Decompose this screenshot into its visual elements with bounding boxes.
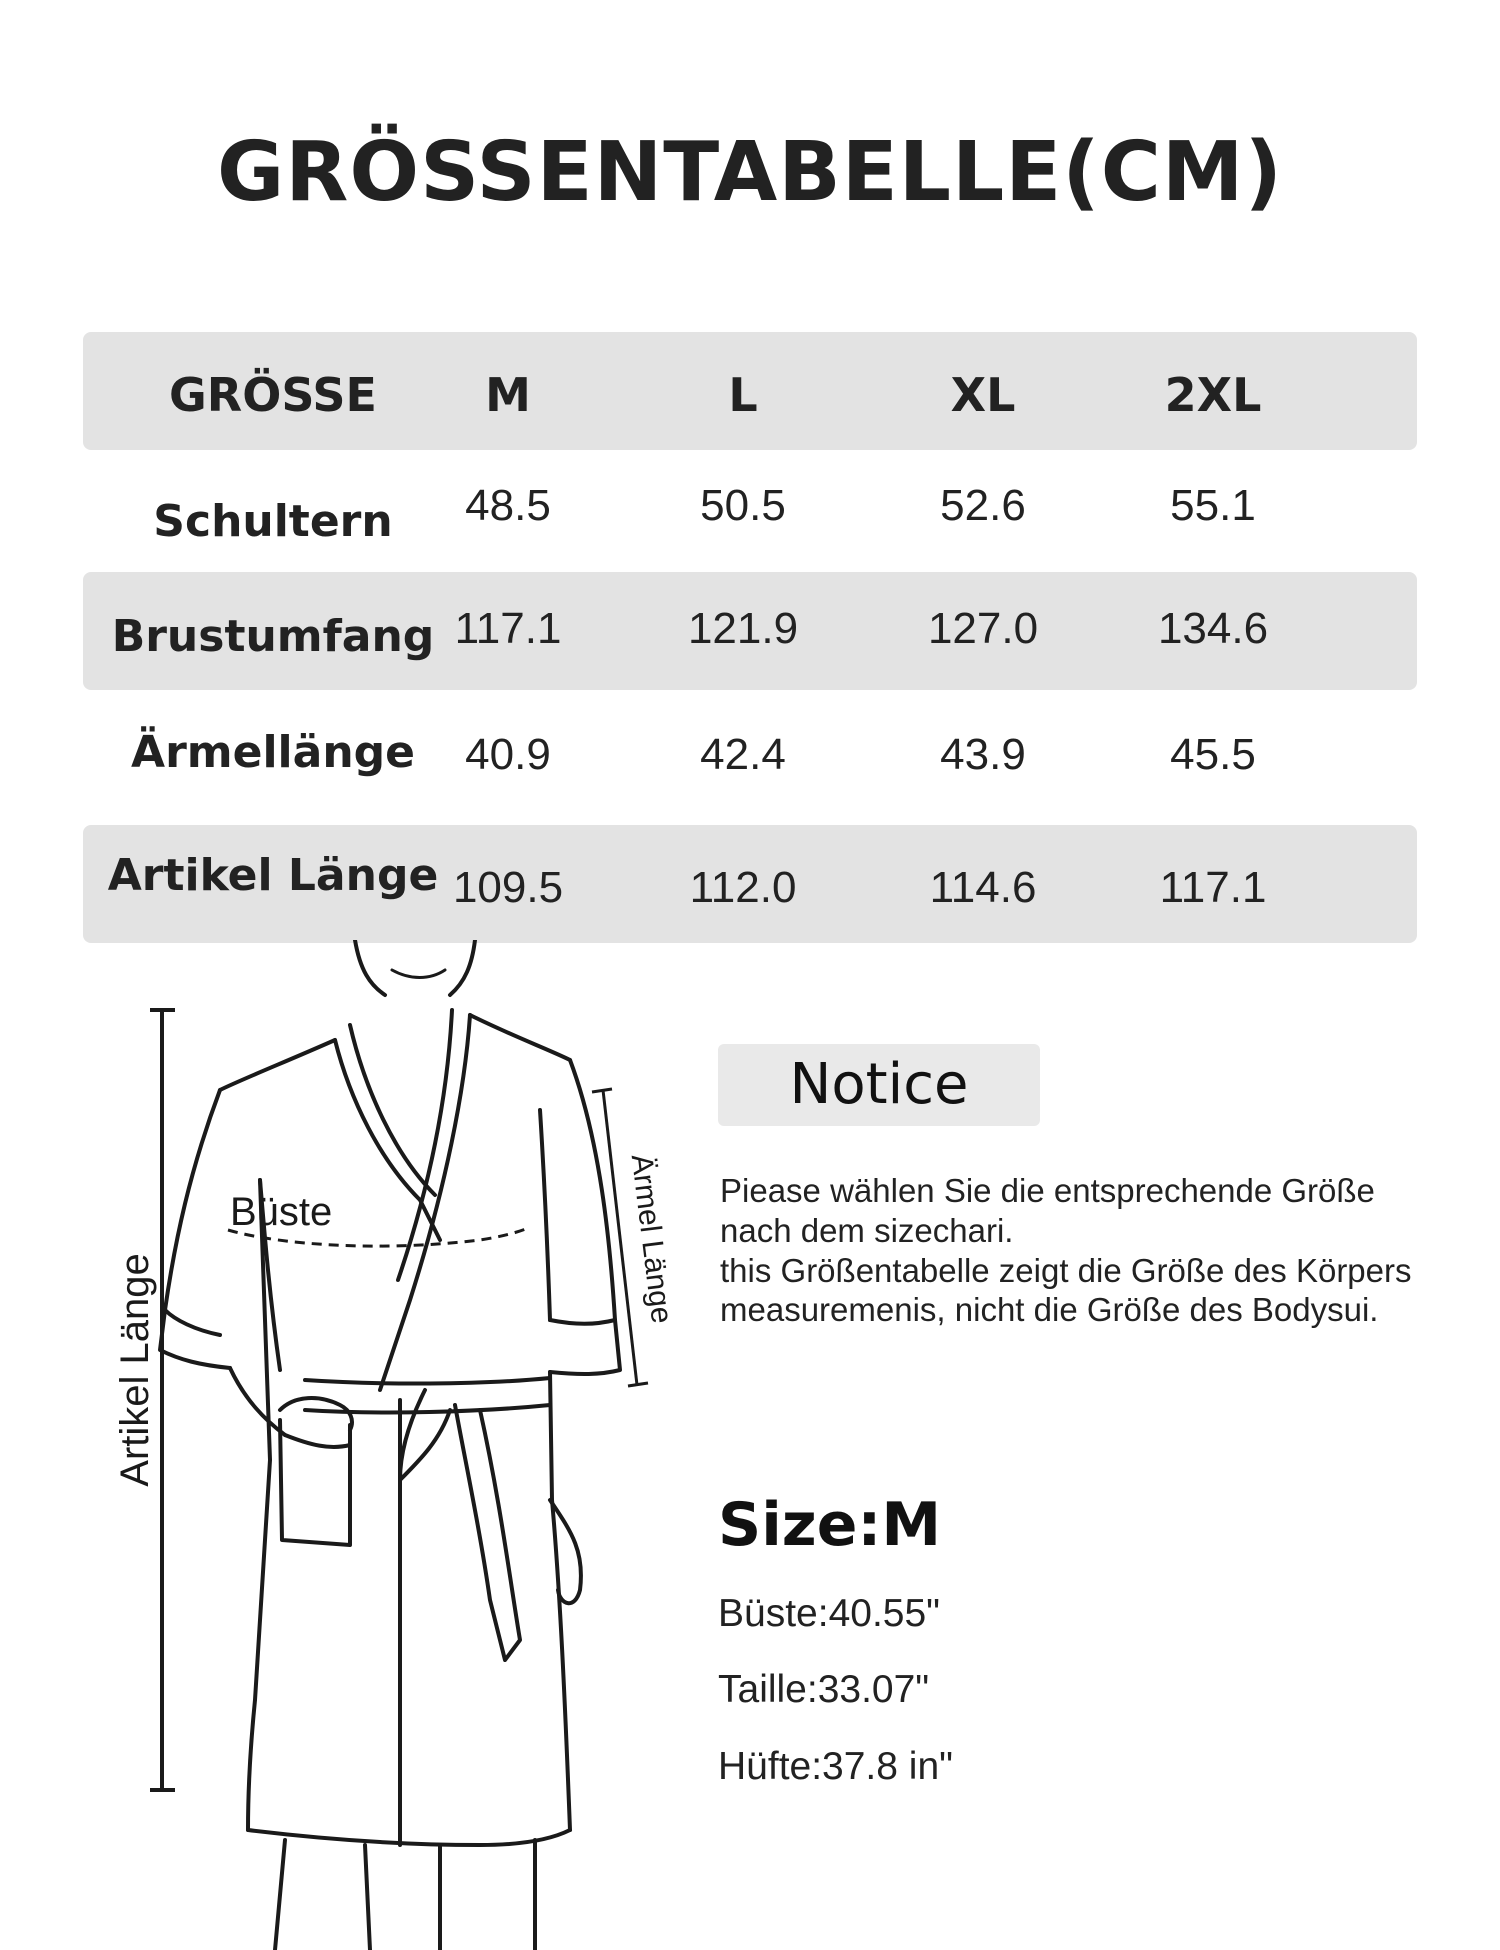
table-cell: 127.0	[927, 604, 1039, 653]
notice-line: this Größentabelle zeigt die Größe des Körpers	[720, 1252, 1412, 1289]
notice-line: nach dem sizechari.	[720, 1212, 1014, 1249]
table-cell: 42.4	[700, 730, 786, 779]
robe-figure	[80, 940, 700, 1950]
table-cell: 134.6	[1157, 604, 1269, 653]
table-row	[83, 572, 1417, 690]
table-cell: 121.9	[687, 604, 799, 653]
table-header-row	[83, 336, 1417, 454]
sleeve-label: Ärmel Länge	[624, 1152, 679, 1326]
table-cell: 48.5	[465, 481, 551, 530]
page-title: GRÖSSENTABELLE(CM)	[216, 125, 1284, 220]
table-cell: 109.5	[452, 863, 564, 912]
table-row	[83, 825, 1417, 943]
bust-label: Büste	[230, 1190, 333, 1234]
row-label-aermellaenge: Ärmellänge	[131, 727, 415, 778]
header-cell-size: GRÖSSE	[169, 368, 377, 422]
table-cell: 40.9	[465, 730, 551, 779]
table-cell: 55.1	[1170, 481, 1256, 530]
table-cell: 112.0	[689, 863, 797, 912]
row-label-brustumfang: Brustumfang	[111, 611, 435, 662]
row-label-schultern: Schultern	[153, 496, 393, 547]
table-row	[83, 696, 1417, 814]
notice-title: Notice	[789, 1052, 969, 1117]
notice-line: measuremenis, nicht die Größe des Bodysui.	[720, 1291, 1379, 1328]
waist-measurement: Taille:33.07"	[718, 1668, 930, 1711]
table-cell: 45.5	[1170, 730, 1256, 779]
table-cell: 114.6	[929, 863, 1037, 912]
bust-measurement: Büste:40.55"	[718, 1592, 941, 1635]
header-cell-m: M	[485, 368, 531, 422]
table-cell: 117.1	[1159, 863, 1267, 912]
table-cell: 50.5	[700, 481, 786, 530]
hip-measurement: Hüfte:37.8 in"	[718, 1745, 953, 1788]
notice-line: Piease wählen Sie die entsprechende Größe	[720, 1172, 1375, 1209]
header-cell-xl: XL	[950, 368, 1016, 422]
table-cell: 52.6	[940, 481, 1026, 530]
table-cell: 117.1	[454, 604, 562, 653]
header-cell-l: L	[728, 368, 758, 422]
row-label-artikel-laenge: Artikel Länge	[107, 850, 439, 901]
header-cell-2xl: 2XL	[1164, 368, 1262, 422]
table-row	[83, 455, 1417, 573]
table-cell: 43.9	[940, 730, 1026, 779]
length-label: Artikel Länge	[113, 1253, 157, 1487]
size-title: Size:M	[718, 1490, 942, 1560]
